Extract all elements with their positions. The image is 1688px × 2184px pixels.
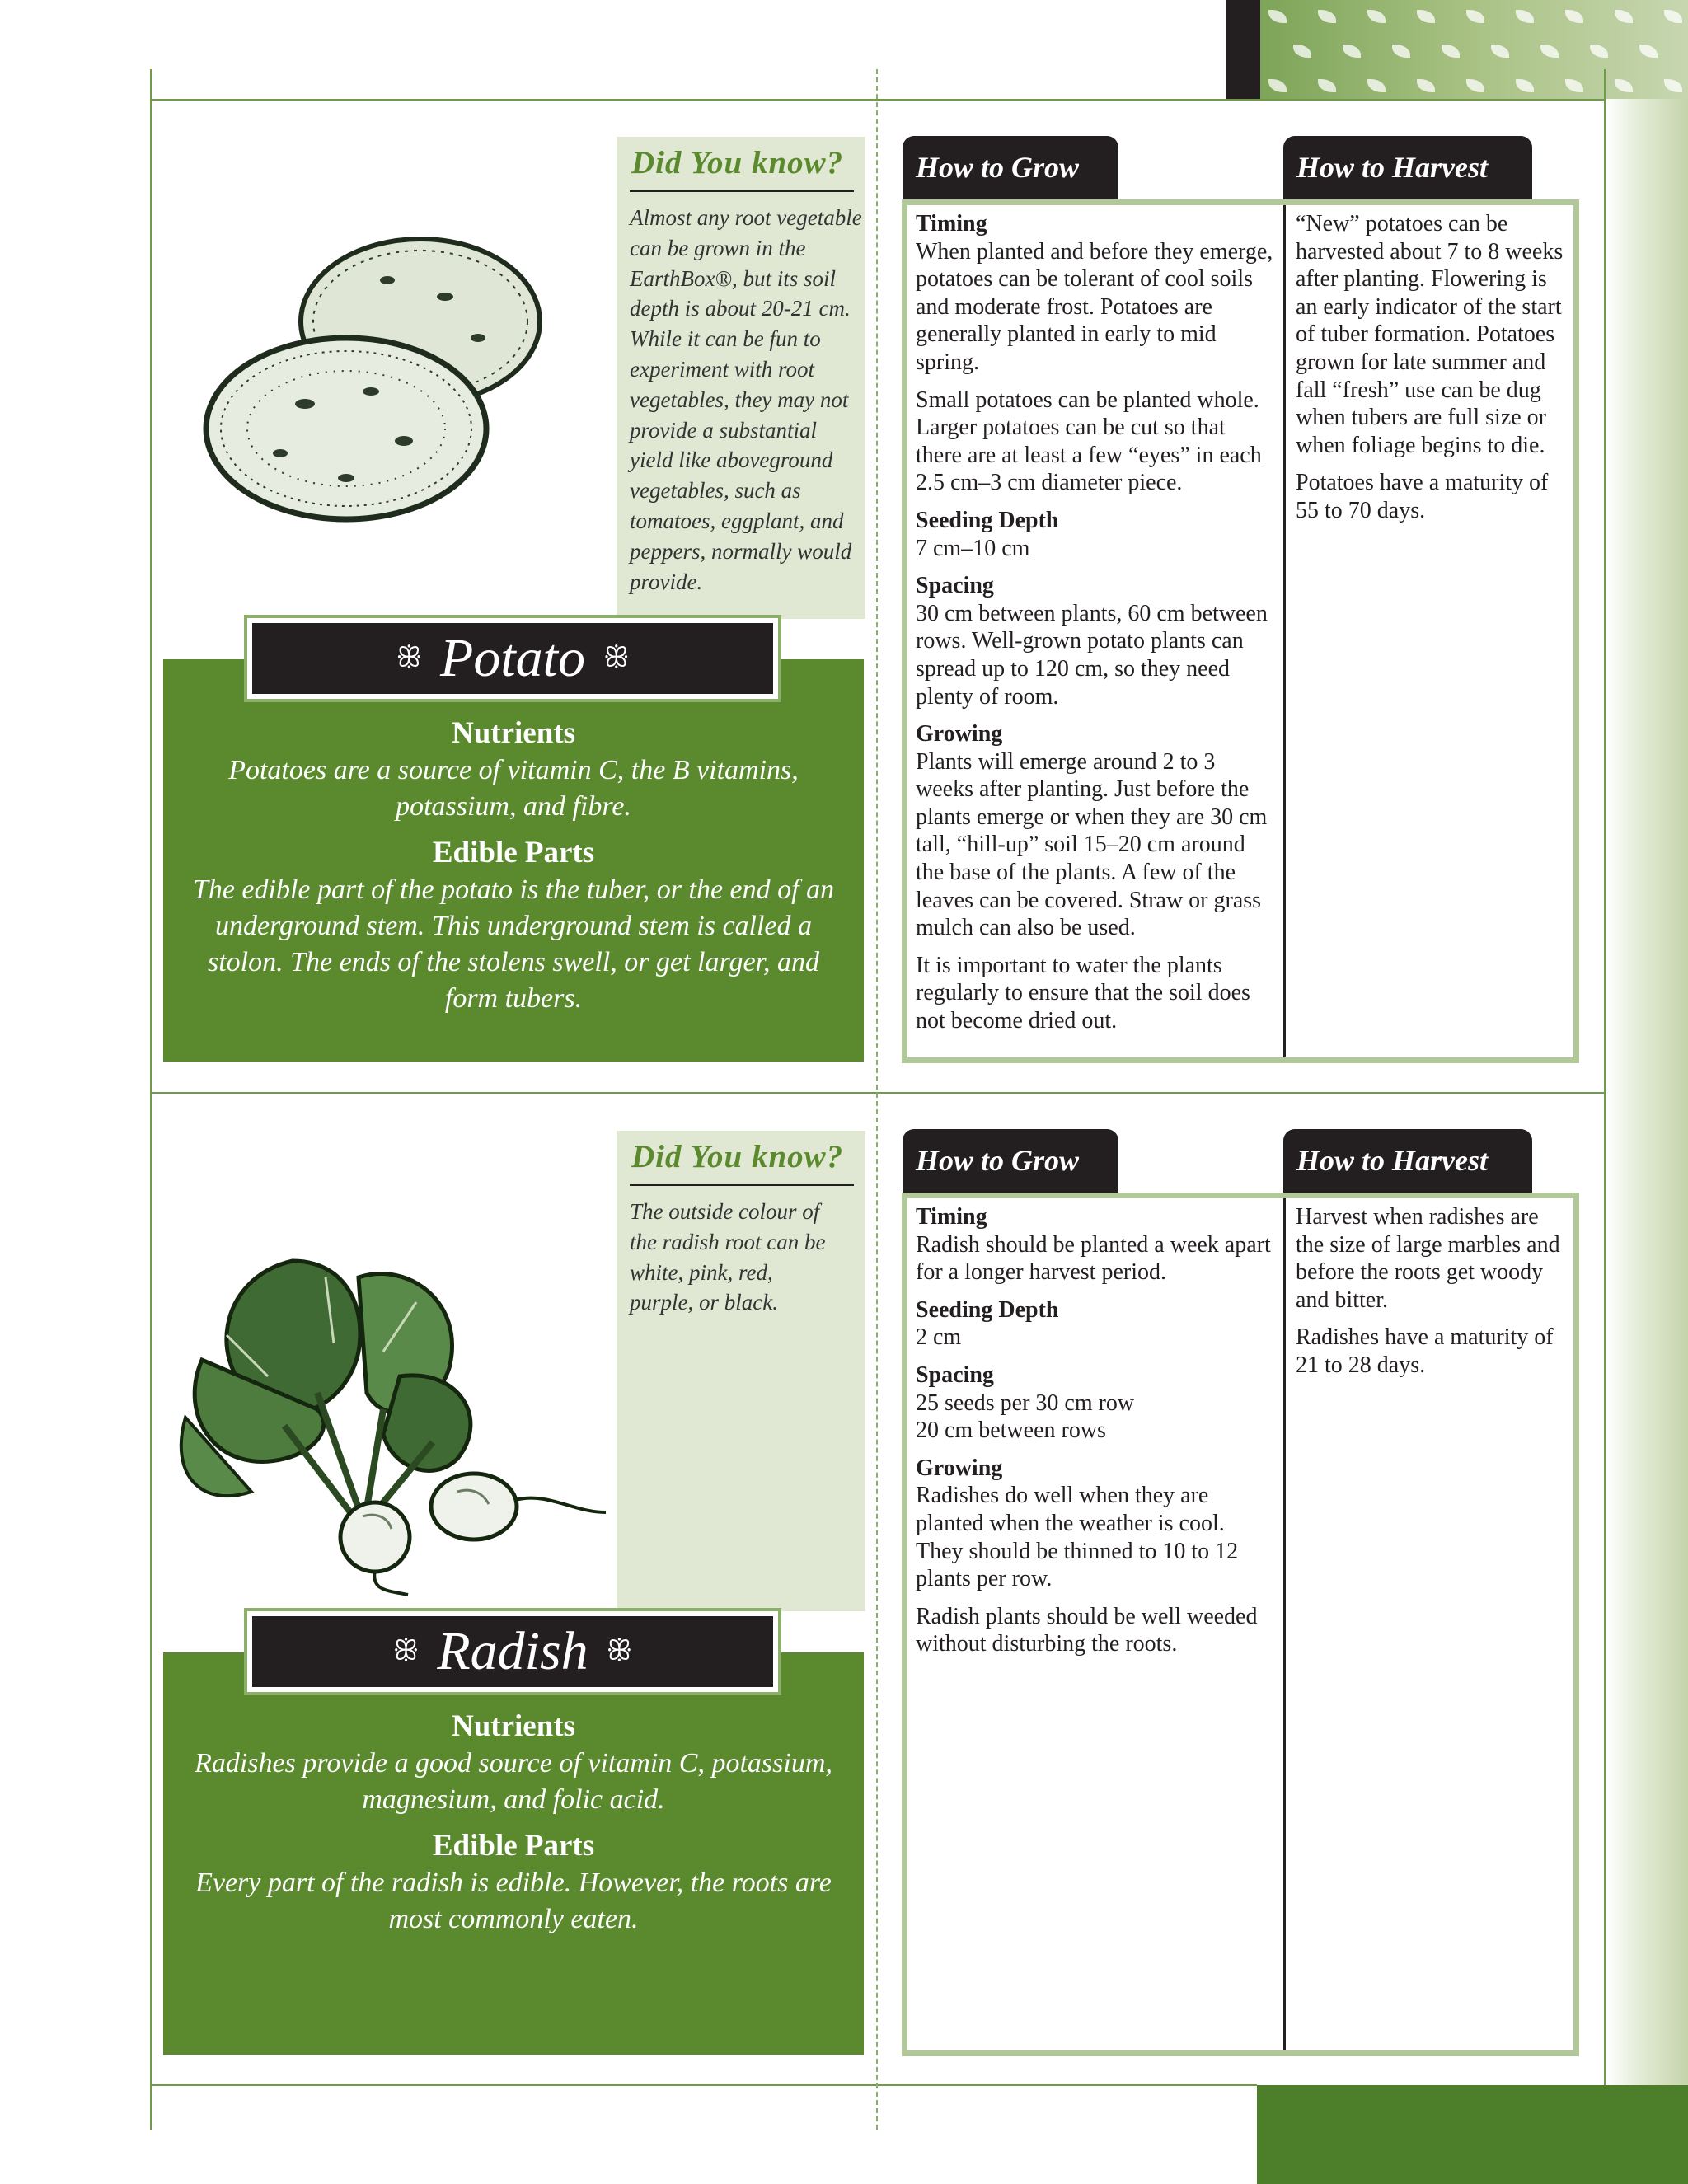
right-decorative-strip: [1606, 0, 1688, 2184]
leaf-icon: [1664, 79, 1682, 92]
radish-illustration: [169, 1228, 614, 1599]
potato-seeding-text: 7 cm–10 cm: [916, 535, 1030, 561]
leaf-icon: [1293, 45, 1311, 58]
potato-how-to-grow-tab: How to Grow: [903, 136, 1118, 202]
leaf-icon: [1516, 10, 1534, 23]
radish-harvest-text-1: Harvest when radishes are the size of large marbles and before the roots get woody and bitter.: [1296, 1204, 1560, 1313]
middle-frame-line: [150, 1092, 1606, 1094]
ornament-icon: ꕥ: [392, 1636, 420, 1666]
radish-how-to-grow-tab: How to Grow: [903, 1129, 1118, 1195]
radish-did-you-know-title: Did You know?: [631, 1139, 844, 1174]
leaf-icon: [1318, 79, 1336, 92]
leaf-icon: [1615, 10, 1633, 23]
center-dashed-line: [876, 69, 878, 2130]
box-divider: [1283, 1198, 1286, 2050]
potato-harvest-text-1: “New” potatoes can be harvested about 7 to 8 weeks after planting. Flowering is an early indicator of the start of tuber formation. Potatoes grown for late summer and fall “fresh” use can be dug when tubers are full size or when foliage begins to die.: [1296, 211, 1564, 458]
leaf-icon: [1442, 45, 1460, 58]
leaf-icon: [1491, 45, 1509, 58]
radish-harvest-text-2: Radishes have a maturity of 21 to 28 days.: [1296, 1324, 1554, 1378]
potato-nutrients-text: Potatoes are a source of vitamin C, the B vitamins, potassium, and fibre.: [228, 755, 799, 822]
radish-nutrients-text: Radishes provide a good source of vitamin C, potassium, magnesium, and folic acid.: [195, 1748, 832, 1815]
leaf-icon: [1268, 79, 1287, 92]
leaf-icon: [1367, 79, 1386, 92]
leaf-icon: [1565, 10, 1583, 23]
potato-seeding-heading: Seeding Depth: [916, 507, 1059, 533]
radish-seeding-text: 2 cm: [916, 1324, 962, 1351]
potato-edible-parts-heading: Edible Parts: [432, 836, 595, 869]
potato-did-you-know-text: Almost any root vegetable can be grown in the EarthBox®, but its soil depth is about 20-21 cm. While it can be fun to experiment with root vegetables, they may not provide a substantial yield like aboveground vegetables, such as tomatoes, eggplant, and peppers, normally would provide.: [630, 205, 862, 594]
bottom-green-block: [1257, 2085, 1688, 2184]
divider: [630, 1184, 854, 1186]
leaf-icon: [1590, 45, 1608, 58]
radish-how-to-harvest-column: [1296, 1203, 1568, 1390]
potato-growing-text-2: It is important to water the plants regularly to ensure that the soil does not become dried out.: [916, 952, 1250, 1034]
radish-growing-heading: Growing: [916, 1455, 1003, 1481]
leaf-icon: [1540, 45, 1559, 58]
radish-name: Radish: [437, 1621, 588, 1681]
ornament-icon: ꕥ: [606, 1636, 633, 1666]
radish-timing-text: Radish should be planted a week apart for a longer harvest period.: [916, 1231, 1271, 1286]
leaf-icon: [1639, 45, 1658, 58]
potato-name: Potato: [440, 628, 585, 688]
radish-growing-text: Radishes do well when they are planted when the weather is cool. They should be thinned to 10 to 12 plants per row.: [916, 1483, 1239, 1592]
potato-how-to-grow-column: [916, 210, 1275, 1045]
radish-did-you-know-text: The outside colour of the radish root can be white, pink, red, purple, or black.: [630, 1199, 826, 1315]
potato-nutrients-heading: Nutrients: [451, 716, 576, 750]
top-leaf-pattern: [1260, 0, 1688, 99]
potato-how-to-harvest-tab: How to Harvest: [1283, 136, 1532, 202]
leaf-icon: [1664, 10, 1682, 23]
potato-harvest-text-2: Potatoes have a maturity of 55 to 70 days.: [1296, 470, 1549, 523]
radish-spacing-text-2: 20 cm between rows: [916, 1418, 1106, 1444]
radish-edible-parts-heading: Edible Parts: [432, 1829, 595, 1863]
potato-title: [252, 623, 773, 694]
radish-nutrients-heading: Nutrients: [451, 1709, 576, 1743]
radish-edible-parts-text: Every part of the radish is edible. However, the roots are most commonly eaten.: [195, 1868, 832, 1934]
leaf-icon: [1516, 79, 1534, 92]
right-frame-line: [1604, 69, 1606, 2085]
radish-seeding-heading: Seeding Depth: [916, 1296, 1059, 1323]
leaf-icon: [1565, 79, 1583, 92]
box-divider: [1283, 205, 1286, 1057]
bottom-frame-line: [150, 2084, 1257, 2086]
left-frame-line: [150, 69, 152, 2130]
ornament-icon: ꕥ: [603, 643, 630, 673]
potato-spacing-heading: Spacing: [916, 573, 994, 599]
potato-growing-text: Plants will emerge around 2 to 3 weeks after planting. Just before the plants emerge or when they are 30 cm tall, “hill-up” soil 15–20 cm around the base of the plants. A few of the leaves can be covered. Straw or grass mulch can also be used.: [916, 748, 1268, 941]
potato-timing-text-2: Small potatoes can be planted whole. Larger potatoes can be cut so that there are at least a few “eyes” in each 2.5 cm–3 cm diameter piece.: [916, 387, 1262, 496]
potato-how-to-harvest-column: [1296, 210, 1568, 535]
potato-info-panel: [163, 659, 864, 1062]
divider: [630, 190, 854, 192]
top-black-tab: [1226, 0, 1260, 99]
radish-spacing-heading: Spacing: [916, 1361, 994, 1388]
leaf-icon: [1318, 10, 1336, 23]
radish-how-to-harvest-tab: How to Harvest: [1283, 1129, 1532, 1195]
leaf-icon: [1466, 10, 1484, 23]
radish-timing-heading: Timing: [916, 1204, 987, 1230]
potato-did-you-know-title: Did You know?: [631, 145, 844, 180]
potato-edible-parts-text: The edible part of the potato is the tuber, or the end of an underground stem. This underground stem is called a stolon. The ends of the stolens swell, or get larger, and form tubers.: [192, 874, 835, 1014]
leaf-icon: [1367, 10, 1386, 23]
radish-how-to-grow-column: [916, 1203, 1275, 1668]
radish-title: [252, 1616, 773, 1687]
potato-timing-text: When planted and before they emerge, potatoes can be tolerant of cool soils and moderate frost. Potatoes are generally planted in early to mid spring.: [916, 238, 1273, 375]
radish-spacing-text-1: 25 seeds per 30 cm row: [916, 1390, 1135, 1416]
potato-timing-heading: Timing: [916, 211, 987, 237]
leaf-icon: [1466, 79, 1484, 92]
potato-growing-heading: Growing: [916, 721, 1003, 748]
leaf-icon: [1343, 45, 1361, 58]
potato-spacing-text: 30 cm between plants, 60 cm between rows. Well-grown potato plants can spread up to 120 cm, so they need plenty of room.: [916, 600, 1268, 710]
leaf-icon: [1417, 10, 1435, 23]
leaf-icon: [1417, 79, 1435, 92]
radish-growing-text-2: Radish plants should be well weeded without disturbing the roots.: [916, 1603, 1258, 1657]
leaf-icon: [1392, 45, 1410, 58]
radish-info-panel: [163, 1652, 864, 2055]
leaf-icon: [1268, 10, 1287, 23]
top-frame-line: [150, 99, 1606, 101]
ornament-icon: ꕥ: [396, 643, 422, 673]
potato-illustration: [198, 206, 560, 536]
leaf-icon: [1615, 79, 1633, 92]
